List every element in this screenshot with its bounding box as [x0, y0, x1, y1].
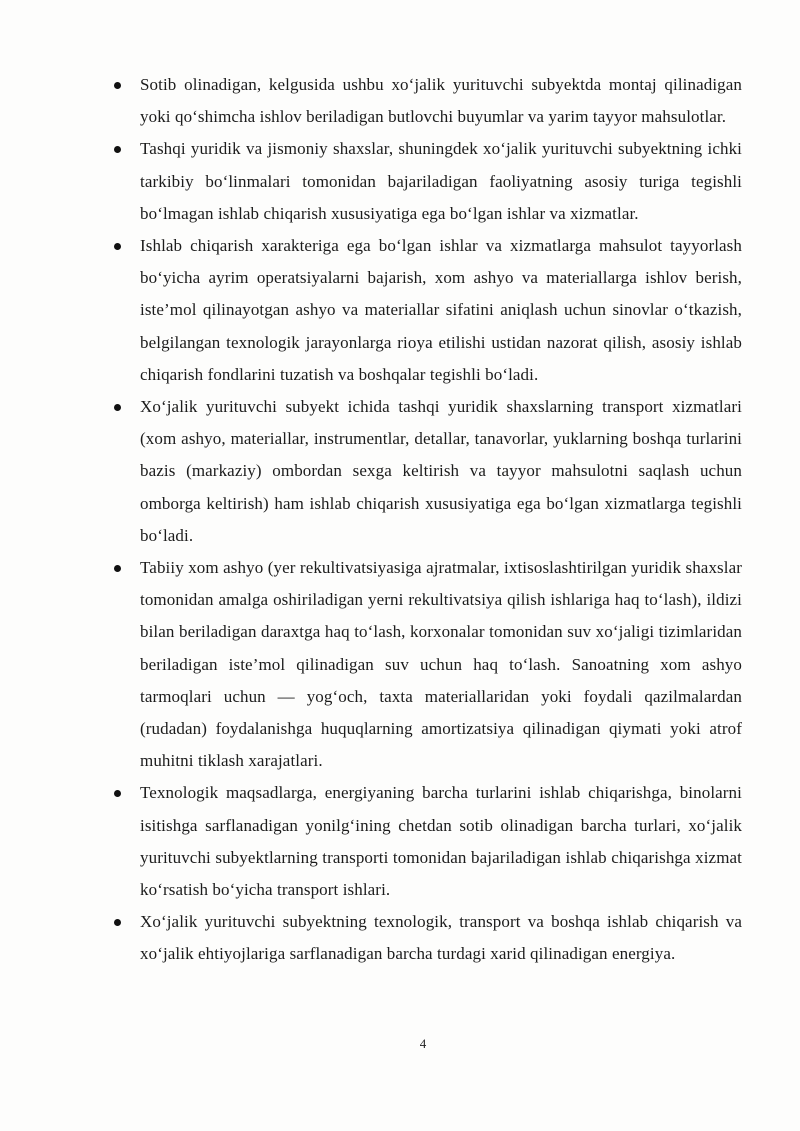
page-number: 4: [419, 1036, 427, 1051]
bullet-icon: [114, 82, 121, 89]
bullet-text: Tashqi yuridik va jismoniy shaxslar, shuningdek xoʻjalik yurituvchi subyektning ichki tarkibiy boʻlinmalari tomonidan bajariladigan faoliyatning asosiy turiga tegishli boʻlmagan ishlab chiqarish xususiyatiga ega boʻlgan ishlar va xizmatlar.: [140, 139, 742, 223]
list-item: [104, 552, 742, 777]
list-item: [104, 133, 742, 230]
bullet-text: Tabiiy xom ashyo (yer rekultivatsiyasiga ajratmalar, ixtisoslashtirilgan yuridik shaxslar tomonidan amalga oshiriladigan yerni rekultivatsiya qilish ishlariga haq toʻlash), ildizi bilan beriladigan daraxtga haq toʻlash, korxonalar tomonidan suv xoʻjaligi tizimlaridan beriladigan iste’mol qilinadigan suv uchun haq toʻlash. Sanoatning xom ashyo tarmoqlari uchun — yogʻoch, taxta materiallaridan yoki foydali qazilmalardan (rudadan) foydalanishga huquqlarning amortizatsiya qilinadigan qiymati yoki atrof muhitni tiklash xarajatlari.: [140, 558, 742, 771]
list-item: [104, 777, 742, 906]
bullet-icon: [114, 146, 121, 153]
list-item: [104, 391, 742, 552]
list-item: [104, 906, 742, 970]
bullet-text: Sotib olinadigan, kelgusida ushbu xoʻjalik yurituvchi subyektda montaj qilinadigan yoki qoʻshimcha ishlov beriladigan butlovchi buyumlar va yarim tayyor mahsulotlar.: [140, 75, 742, 127]
list-item: [104, 69, 742, 133]
bullet-text: Xoʻjalik yurituvchi subyektning texnologik, transport va boshqa ishlab chiqarish va xoʻjalik ehtiyojlariga sarflanadigan barcha turdagi xarid qilinadigan energiya.: [140, 912, 742, 964]
bullet-text: Xoʻjalik yurituvchi subyekt ichida tashqi yuridik shaxslarning transport xizmatlari (xom ashyo, materiallar, instrumentlar, detallar, tanavorlar, yuklarning boshqa turlarini bazis (markaziy) ombordan sexga keltirish va tayyor mahsulotni saqlash uchun omborga keltirish) ham ishlab chiqarish xususiyatiga ega boʻlgan xizmatlarga tegishli boʻladi.: [140, 397, 742, 545]
bullet-icon: [114, 404, 121, 411]
bullet-icon: [114, 243, 121, 250]
bullet-text: Ishlab chiqarish xarakteriga ega boʻlgan ishlar va xizmatlarga mahsulot tayyorlash boʻyicha ayrim operatsiyalarni bajarish, xom ashyo va materiallarga ishlov berish, iste’mol qilinayotgan ashyo va materiallar sifatini aniqlash uchun sinovlar oʻtkazish, belgilangan texnologik jarayonlarga rioya etilishi ustidan nazorat qilish, asosiy ishlab chiqarish fondlarini tuzatish va boshqalar tegishli boʻladi.: [140, 236, 742, 384]
bullet-list: [104, 69, 742, 971]
bullet-icon: [114, 919, 121, 926]
bullet-icon: [114, 565, 121, 572]
bullet-icon: [114, 790, 121, 797]
bullet-text: Texnologik maqsadlarga, energiyaning barcha turlarini ishlab chiqarishga, binolarni isitishga sarflanadigan yonilgʻining chetdan sotib olinadigan barcha turlari, xoʻjalik yurituvchi subyektlarning transporti tomonidan bajariladigan ishlab chiqarishga xizmat koʻrsatish boʻyicha transport ishlari.: [140, 783, 742, 900]
list-item: [104, 230, 742, 391]
